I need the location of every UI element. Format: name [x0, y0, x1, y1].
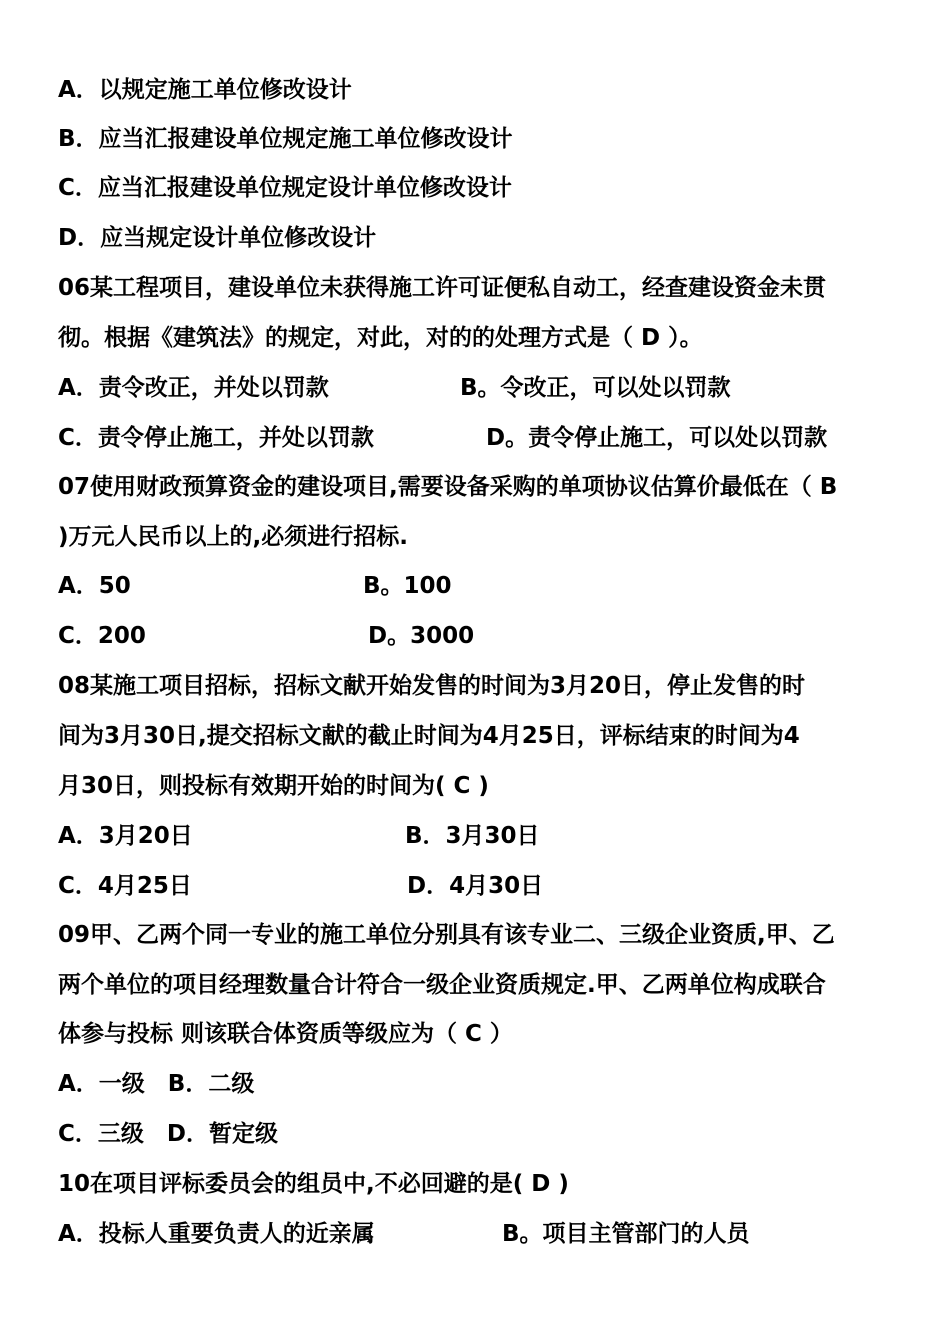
q05-option-a: A．以规定施工单位修改设计 — [58, 77, 352, 103]
q09-options-row-1: A．一级 B．二级 — [58, 1071, 255, 1097]
q08-text-line-3: 月30日，则投标有效期开始的时间为( C ) — [58, 773, 489, 799]
q07-text-line-2: )万元人民币以上的,必须进行招标. — [58, 524, 408, 550]
q06-option-a: A．责令改正，并处以罚款 — [58, 375, 329, 401]
q08-text-line-2: 间为3月30日,提交招标文献的截止时间为4月25日，评标结束的时间为4 — [58, 723, 800, 749]
q08-option-a: A．3月20日 — [58, 823, 193, 849]
q05-option-d: D．应当规定设计单位修改设计 — [58, 225, 377, 251]
q06-option-b: B。令改正，可以处以罚款 — [460, 375, 731, 401]
q07-option-a: A．50 — [58, 573, 131, 599]
q08-option-d: D．4月30日 — [407, 873, 544, 899]
q07-option-d: D。3000 — [368, 623, 475, 649]
q08-option-b: B．3月30日 — [405, 823, 540, 849]
q06-option-c: C．责令停止施工，并处以罚款 — [58, 425, 374, 451]
q07-option-c: C．200 — [58, 623, 146, 649]
q06-option-d: D。责令停止施工，可以处以罚款 — [486, 425, 828, 451]
q08-text-line-1: 08某施工项目招标，招标文献开始发售的时间为3月20日，停止发售的时 — [58, 673, 806, 699]
q07-option-b: B。100 — [363, 573, 452, 599]
q09-text-line-2: 两个单位的项目经理数量合计符合一级企业资质规定.甲、乙两单位构成联合 — [58, 972, 826, 998]
q09-options-row-2: C．三级 D．暂定级 — [58, 1121, 278, 1147]
q06-text-line-2: 彻。根据《建筑法》的规定，对此，对的的处理方式是（ D ）。 — [58, 325, 703, 351]
q07-text-line-1: 07使用财政预算资金的建设项目,需要设备采购的单项协议估算价最低在（ B — [58, 474, 838, 500]
q10-option-a: A．投标人重要负责人的近亲属 — [58, 1221, 375, 1247]
q05-option-b: B．应当汇报建设单位规定施工单位修改设计 — [58, 126, 513, 152]
q09-text-line-3: 体参与投标 则该联合体资质等级应为（ C ） — [58, 1021, 513, 1047]
q10-text-line-1: 10在项目评标委员会的组员中,不必回避的是( D ) — [58, 1171, 569, 1197]
q09-text-line-1: 09甲、乙两个同一专业的施工单位分别具有该专业二、三级企业资质,甲、乙 — [58, 922, 835, 948]
q10-option-b: B。项目主管部门的人员 — [502, 1221, 750, 1247]
q08-option-c: C．4月25日 — [58, 873, 192, 899]
q06-text-line-1: 06某工程项目，建设单位未获得施工许可证便私自动工，经查建设资金未贯 — [58, 275, 827, 301]
q05-option-c: C．应当汇报建设单位规定设计单位修改设计 — [58, 175, 512, 201]
